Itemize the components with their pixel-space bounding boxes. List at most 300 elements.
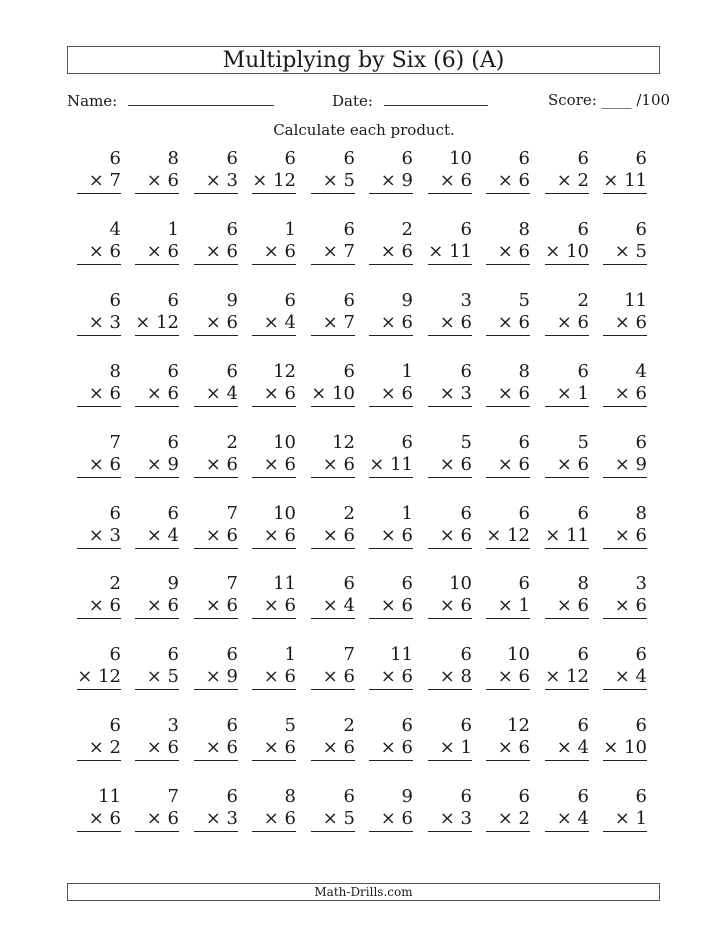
multiplicand: 8 xyxy=(577,573,589,594)
problem-7-8 xyxy=(486,573,530,619)
multiplier: 6 xyxy=(512,454,530,475)
score-label: Score: ____ /100 xyxy=(548,91,671,109)
problem-8-6 xyxy=(369,644,413,690)
problem-5-7 xyxy=(428,432,472,478)
multiplier: 6 xyxy=(337,666,355,687)
times-sign: × xyxy=(497,312,513,333)
multiplier: 6 xyxy=(395,737,413,758)
multiplier-line xyxy=(252,170,296,194)
problem-9-1 xyxy=(77,715,121,761)
multiplier-line xyxy=(252,312,296,336)
problem-7-4 xyxy=(252,573,296,619)
multiplier: 9 xyxy=(220,666,238,687)
times-sign: × xyxy=(263,383,279,404)
times-sign: × xyxy=(322,737,338,758)
multiplicand: 1 xyxy=(401,361,413,382)
multiplier: 9 xyxy=(161,454,179,475)
multiplier: 6 xyxy=(337,737,355,758)
multiplicand: 4 xyxy=(635,361,647,382)
multiplier: 6 xyxy=(629,312,647,333)
multiplier-line xyxy=(311,170,355,194)
multiplicand: 6 xyxy=(518,573,530,594)
multiplier: 10 xyxy=(618,737,647,758)
multiplicand: 9 xyxy=(401,786,413,807)
problem-10-1 xyxy=(77,786,121,832)
problem-1-10 xyxy=(603,148,647,194)
multiplier: 1 xyxy=(512,595,530,616)
problem-3-6 xyxy=(369,290,413,336)
times-sign: × xyxy=(497,737,513,758)
multiplicand: 11 xyxy=(98,786,121,807)
problem-2-1 xyxy=(77,219,121,265)
name-field xyxy=(67,91,274,110)
times-sign: × xyxy=(380,808,396,829)
multiplier: 6 xyxy=(278,666,296,687)
multiplier: 6 xyxy=(512,312,530,333)
times-sign: × xyxy=(322,170,338,191)
problem-10-9 xyxy=(545,786,589,832)
multiplicand: 1 xyxy=(284,219,296,240)
times-sign: × xyxy=(263,312,279,333)
multiplier: 6 xyxy=(395,312,413,333)
problem-2-9 xyxy=(545,219,589,265)
multiplier: 11 xyxy=(384,454,413,475)
times-sign: × xyxy=(439,666,455,687)
multiplier-line xyxy=(369,454,413,478)
problem-5-8 xyxy=(486,432,530,478)
times-sign: × xyxy=(556,170,572,191)
times-sign: × xyxy=(263,666,279,687)
times-sign: × xyxy=(428,241,444,262)
multiplicand: 6 xyxy=(401,148,413,169)
multiplicand: 6 xyxy=(226,148,238,169)
problem-9-4 xyxy=(252,715,296,761)
times-sign: × xyxy=(146,595,162,616)
times-sign: × xyxy=(439,312,455,333)
problem-5-5 xyxy=(311,432,355,478)
multiplicand: 6 xyxy=(635,432,647,453)
multiplicand: 10 xyxy=(449,148,472,169)
multiplicand: 6 xyxy=(284,290,296,311)
multiplier: 4 xyxy=(161,525,179,546)
multiplicand: 6 xyxy=(109,503,121,524)
times-sign: × xyxy=(322,595,338,616)
times-sign: × xyxy=(205,737,221,758)
times-sign: × xyxy=(88,383,104,404)
problem-4-6 xyxy=(369,361,413,407)
problem-7-3 xyxy=(194,573,238,619)
multiplier: 5 xyxy=(629,241,647,262)
times-sign: × xyxy=(146,383,162,404)
problem-6-6 xyxy=(369,503,413,549)
times-sign: × xyxy=(88,737,104,758)
multiplier-line xyxy=(311,525,355,549)
multiplier-line xyxy=(369,595,413,619)
multiplier-line xyxy=(194,312,238,336)
multiplier: 5 xyxy=(337,170,355,191)
multiplier-line xyxy=(486,525,530,549)
times-sign: × xyxy=(556,454,572,475)
multiplicand: 6 xyxy=(226,715,238,736)
multiplicand: 6 xyxy=(635,715,647,736)
multiplier: 6 xyxy=(454,454,472,475)
multiplier: 6 xyxy=(395,383,413,404)
multiplier: 4 xyxy=(220,383,238,404)
times-sign: × xyxy=(146,808,162,829)
problem-10-4 xyxy=(252,786,296,832)
multiplicand: 1 xyxy=(401,503,413,524)
multiplier-line xyxy=(135,454,179,478)
multiplier: 7 xyxy=(103,170,121,191)
times-sign: × xyxy=(556,808,572,829)
multiplicand: 5 xyxy=(577,432,589,453)
multiplicand: 6 xyxy=(577,148,589,169)
times-sign: × xyxy=(497,808,513,829)
problem-7-1 xyxy=(77,573,121,619)
multiplier-line xyxy=(428,454,472,478)
multiplier-line xyxy=(545,312,589,336)
multiplier-line xyxy=(311,454,355,478)
times-sign: × xyxy=(146,241,162,262)
multiplier: 3 xyxy=(454,383,472,404)
multiplier: 6 xyxy=(395,666,413,687)
multiplier: 6 xyxy=(103,454,121,475)
multiplicand: 8 xyxy=(635,503,647,524)
multiplier-line xyxy=(77,808,121,832)
multiplier: 6 xyxy=(337,525,355,546)
multiplier: 3 xyxy=(103,525,121,546)
multiplier-line xyxy=(252,595,296,619)
times-sign: × xyxy=(88,808,104,829)
problem-7-5 xyxy=(311,573,355,619)
multiplier-line xyxy=(369,808,413,832)
times-sign: × xyxy=(263,241,279,262)
multiplier: 5 xyxy=(337,808,355,829)
multiplier: 2 xyxy=(512,808,530,829)
times-sign: × xyxy=(380,170,396,191)
multiplier: 6 xyxy=(512,737,530,758)
multiplicand: 12 xyxy=(507,715,530,736)
multiplier: 1 xyxy=(629,808,647,829)
multiplier-line xyxy=(486,454,530,478)
multiplier-line xyxy=(545,454,589,478)
multiplier: 4 xyxy=(629,666,647,687)
multiplier: 6 xyxy=(337,454,355,475)
multiplier-line xyxy=(311,666,355,690)
problem-8-7 xyxy=(428,644,472,690)
multiplicand: 5 xyxy=(460,432,472,453)
multiplier-line xyxy=(369,312,413,336)
multiplicand: 11 xyxy=(390,644,413,665)
times-sign: × xyxy=(322,808,338,829)
multiplicand: 1 xyxy=(167,219,179,240)
multiplier-line xyxy=(369,525,413,549)
problem-7-2 xyxy=(135,573,179,619)
multiplier-line xyxy=(369,737,413,761)
multiplier: 12 xyxy=(92,666,121,687)
multiplicand: 6 xyxy=(518,503,530,524)
times-sign: × xyxy=(380,525,396,546)
problem-8-1 xyxy=(77,644,121,690)
times-sign: × xyxy=(146,666,162,687)
multiplier-line xyxy=(428,525,472,549)
times-sign: × xyxy=(603,737,619,758)
multiplier: 6 xyxy=(220,241,238,262)
problem-1-4 xyxy=(252,148,296,194)
problem-4-7 xyxy=(428,361,472,407)
multiplicand: 6 xyxy=(635,148,647,169)
multiplicand: 2 xyxy=(109,573,121,594)
times-sign: × xyxy=(556,383,572,404)
problem-3-10 xyxy=(603,290,647,336)
multiplier: 6 xyxy=(278,808,296,829)
multiplier-line xyxy=(603,312,647,336)
multiplicand: 6 xyxy=(635,786,647,807)
multiplier-line xyxy=(603,595,647,619)
multiplier-line xyxy=(486,666,530,690)
multiplicand: 5 xyxy=(518,290,530,311)
multiplier: 6 xyxy=(161,595,179,616)
multiplier-line xyxy=(135,312,179,336)
multiplier-line xyxy=(77,737,121,761)
multiplicand: 6 xyxy=(343,573,355,594)
multiplier: 6 xyxy=(629,525,647,546)
times-sign: × xyxy=(545,241,561,262)
times-sign: × xyxy=(205,454,221,475)
times-sign: × xyxy=(322,241,338,262)
multiplier-line xyxy=(603,170,647,194)
times-sign: × xyxy=(205,808,221,829)
times-sign: × xyxy=(322,454,338,475)
times-sign: × xyxy=(252,170,268,191)
times-sign: × xyxy=(439,525,455,546)
multiplier: 3 xyxy=(103,312,121,333)
multiplier-line xyxy=(194,808,238,832)
multiplier-line xyxy=(428,808,472,832)
multiplicand: 6 xyxy=(343,786,355,807)
times-sign: × xyxy=(439,170,455,191)
multiplier-line xyxy=(194,666,238,690)
multiplier-line xyxy=(252,241,296,265)
problem-3-5 xyxy=(311,290,355,336)
multiplier-line xyxy=(135,666,179,690)
problem-9-9 xyxy=(545,715,589,761)
multiplier: 7 xyxy=(337,312,355,333)
problem-7-9 xyxy=(545,573,589,619)
times-sign: × xyxy=(205,525,221,546)
multiplier: 6 xyxy=(103,595,121,616)
problem-1-3 xyxy=(194,148,238,194)
multiplicand: 7 xyxy=(343,644,355,665)
multiplicand: 6 xyxy=(343,148,355,169)
times-sign: × xyxy=(380,241,396,262)
instructions: Calculate each product. xyxy=(273,121,455,139)
problem-9-8 xyxy=(486,715,530,761)
problem-1-1 xyxy=(77,148,121,194)
problem-1-5 xyxy=(311,148,355,194)
multiplicand: 10 xyxy=(449,573,472,594)
multiplier-line xyxy=(311,383,355,407)
multiplicand: 6 xyxy=(109,715,121,736)
times-sign: × xyxy=(380,737,396,758)
multiplier: 2 xyxy=(571,170,589,191)
multiplier: 6 xyxy=(220,454,238,475)
multiplier-line xyxy=(603,241,647,265)
multiplier: 6 xyxy=(278,525,296,546)
multiplicand: 10 xyxy=(273,503,296,524)
multiplicand: 6 xyxy=(518,786,530,807)
multiplier: 3 xyxy=(454,808,472,829)
multiplier-line xyxy=(486,595,530,619)
multiplier: 12 xyxy=(267,170,296,191)
multiplier: 9 xyxy=(629,454,647,475)
problem-6-2 xyxy=(135,503,179,549)
multiplier: 6 xyxy=(454,170,472,191)
multiplicand: 6 xyxy=(167,361,179,382)
problem-9-7 xyxy=(428,715,472,761)
multiplicand: 6 xyxy=(518,148,530,169)
problem-9-2 xyxy=(135,715,179,761)
problem-8-2 xyxy=(135,644,179,690)
multiplicand: 6 xyxy=(343,219,355,240)
multiplier: 4 xyxy=(278,312,296,333)
problem-6-10 xyxy=(603,503,647,549)
multiplicand: 6 xyxy=(401,573,413,594)
problem-4-9 xyxy=(545,361,589,407)
multiplicand: 6 xyxy=(343,361,355,382)
times-sign: × xyxy=(614,383,630,404)
multiplier: 12 xyxy=(150,312,179,333)
multiplier-line xyxy=(77,666,121,690)
multiplier-line xyxy=(545,808,589,832)
times-sign: × xyxy=(135,312,151,333)
multiplier: 1 xyxy=(571,383,589,404)
multiplier: 5 xyxy=(161,666,179,687)
multiplier-line xyxy=(252,808,296,832)
times-sign: × xyxy=(439,383,455,404)
problem-9-3 xyxy=(194,715,238,761)
times-sign: × xyxy=(205,170,221,191)
problem-5-6 xyxy=(369,432,413,478)
times-sign: × xyxy=(614,808,630,829)
problem-3-7 xyxy=(428,290,472,336)
multiplicand: 4 xyxy=(109,219,121,240)
multiplicand: 2 xyxy=(343,503,355,524)
multiplicand: 6 xyxy=(518,432,530,453)
multiplier-line xyxy=(369,241,413,265)
problem-6-8 xyxy=(486,503,530,549)
problem-9-6 xyxy=(369,715,413,761)
multiplier-line xyxy=(311,737,355,761)
problem-2-2 xyxy=(135,219,179,265)
problem-8-10 xyxy=(603,644,647,690)
multiplier-line xyxy=(194,170,238,194)
multiplier-line xyxy=(428,595,472,619)
multiplier-line xyxy=(369,383,413,407)
multiplicand: 6 xyxy=(226,786,238,807)
multiplier: 6 xyxy=(571,595,589,616)
multiplicand: 7 xyxy=(167,786,179,807)
multiplicand: 1 xyxy=(284,644,296,665)
times-sign: × xyxy=(497,170,513,191)
multiplier: 6 xyxy=(278,454,296,475)
times-sign: × xyxy=(369,454,385,475)
multiplier: 6 xyxy=(103,383,121,404)
multiplicand: 3 xyxy=(460,290,472,311)
multiplier-line xyxy=(77,525,121,549)
multiplicand: 7 xyxy=(226,503,238,524)
times-sign: × xyxy=(497,241,513,262)
times-sign: × xyxy=(77,666,93,687)
multiplier-line xyxy=(545,666,589,690)
multiplicand: 5 xyxy=(284,715,296,736)
date-field xyxy=(332,91,488,110)
problem-1-9 xyxy=(545,148,589,194)
multiplier-line xyxy=(77,595,121,619)
problem-4-5 xyxy=(311,361,355,407)
multiplicand: 6 xyxy=(284,148,296,169)
multiplicand: 6 xyxy=(167,432,179,453)
problem-3-4 xyxy=(252,290,296,336)
multiplicand: 9 xyxy=(401,290,413,311)
times-sign: × xyxy=(614,595,630,616)
multiplier: 6 xyxy=(395,808,413,829)
times-sign: × xyxy=(322,666,338,687)
problem-3-2 xyxy=(135,290,179,336)
multiplier: 6 xyxy=(278,241,296,262)
problem-6-7 xyxy=(428,503,472,549)
multiplier: 6 xyxy=(161,170,179,191)
multiplier: 3 xyxy=(220,808,238,829)
times-sign: × xyxy=(263,808,279,829)
multiplicand: 6 xyxy=(167,644,179,665)
times-sign: × xyxy=(146,737,162,758)
problem-2-7 xyxy=(428,219,472,265)
multiplier-line xyxy=(252,666,296,690)
multiplier: 6 xyxy=(278,737,296,758)
problem-3-8 xyxy=(486,290,530,336)
multiplicand: 6 xyxy=(167,290,179,311)
multiplier: 6 xyxy=(512,241,530,262)
problem-10-10 xyxy=(603,786,647,832)
multiplier: 6 xyxy=(571,454,589,475)
multiplier-line xyxy=(252,454,296,478)
multiplier: 4 xyxy=(571,808,589,829)
multiplicand: 3 xyxy=(167,715,179,736)
problem-3-1 xyxy=(77,290,121,336)
multiplier-line xyxy=(135,595,179,619)
times-sign: × xyxy=(545,525,561,546)
times-sign: × xyxy=(205,595,221,616)
multiplicand: 6 xyxy=(109,644,121,665)
problem-3-3 xyxy=(194,290,238,336)
problem-2-4 xyxy=(252,219,296,265)
multiplier-line xyxy=(486,737,530,761)
multiplier: 1 xyxy=(454,737,472,758)
times-sign: × xyxy=(556,737,572,758)
multiplicand: 8 xyxy=(109,361,121,382)
problem-6-5 xyxy=(311,503,355,549)
problem-10-6 xyxy=(369,786,413,832)
multiplicand: 12 xyxy=(332,432,355,453)
problem-1-2 xyxy=(135,148,179,194)
multiplier-line xyxy=(311,808,355,832)
problem-5-9 xyxy=(545,432,589,478)
problem-9-5 xyxy=(311,715,355,761)
problem-5-4 xyxy=(252,432,296,478)
multiplier: 6 xyxy=(629,383,647,404)
times-sign: × xyxy=(322,312,338,333)
